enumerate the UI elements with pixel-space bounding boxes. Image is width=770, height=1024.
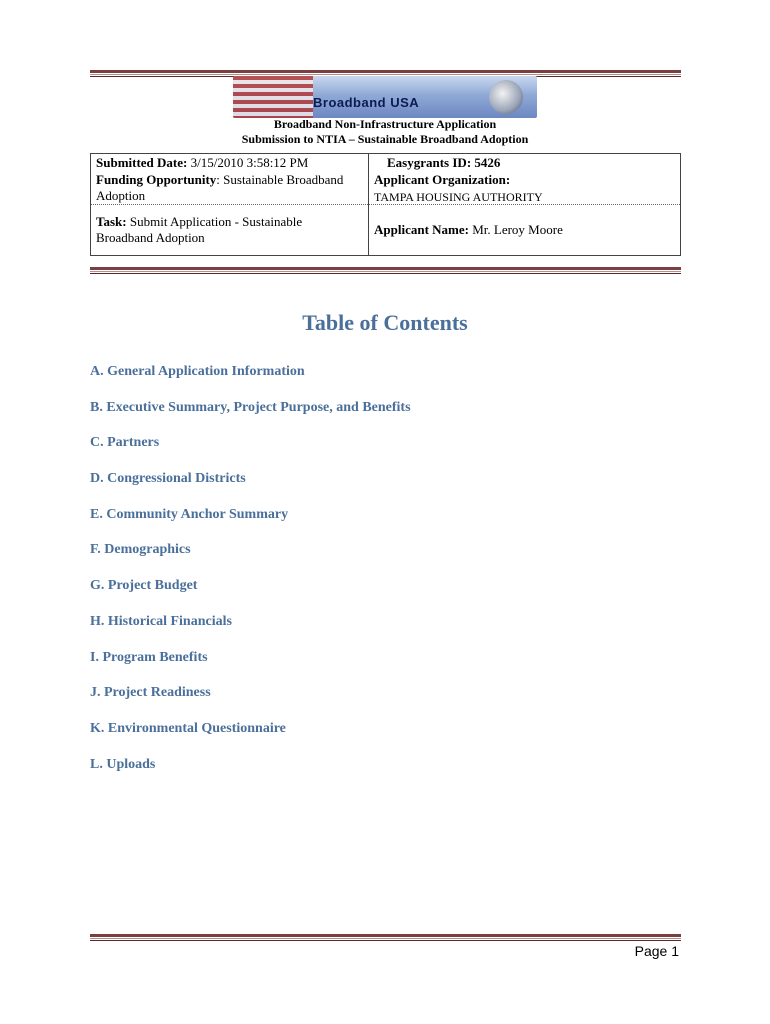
toc-title: Table of Contents: [302, 310, 468, 335]
toc-item-h[interactable]: H. Historical Financials: [90, 613, 232, 629]
toc-item-e[interactable]: E. Community Anchor Summary: [90, 506, 289, 522]
submitted-date: Submitted Date: 3/15/2010 3:58:12 PM: [96, 155, 309, 170]
task: Task: Submit Application - Sustainable Broadband Adoption: [96, 214, 303, 245]
logo-text: Broadband USA: [313, 95, 420, 110]
toc-item-f[interactable]: F. Demographics: [90, 542, 191, 558]
toc-list: [90, 362, 411, 790]
toc-item-j[interactable]: J. Project Readiness: [90, 685, 211, 701]
footer-rule: [90, 934, 681, 941]
toc-item-l[interactable]: L. Uploads: [90, 756, 156, 772]
toc-item-g[interactable]: G. Project Budget: [90, 578, 198, 594]
toc-item-b[interactable]: B. Executive Summary, Project Purpose, and Benefits: [90, 399, 411, 415]
subtitle-line2: Submission to NTIA – Sustainable Broadband Adoption: [241, 132, 529, 146]
toc-item-a[interactable]: A. General Application Information: [90, 364, 305, 379]
applicant-name: Applicant Name: Mr. Leroy Moore: [374, 222, 563, 237]
applicant-organization-value: TAMPA HOUSING AUTHORITY: [374, 190, 543, 204]
easygrants-id: Easygrants ID: 5426: [387, 155, 501, 170]
middle-rule: [90, 267, 681, 274]
toc-item-c[interactable]: C. Partners: [90, 435, 160, 451]
application-info-table: [90, 153, 681, 256]
broadband-usa-logo: [233, 76, 537, 118]
toc-item-d[interactable]: D. Congressional Districts: [90, 471, 246, 487]
toc-item-k[interactable]: K. Environmental Questionnaire: [90, 720, 286, 736]
funding-opportunity: Funding Opportunity: Sustainable Broadband Adoption: [96, 172, 344, 203]
toc-item-i[interactable]: I. Program Benefits: [90, 649, 208, 665]
page-number: Page 1: [634, 943, 679, 959]
subtitle-line1: Broadband Non-Infrastructure Application: [273, 117, 497, 131]
applicant-organization-label: Applicant Organization:: [374, 172, 511, 187]
globe-icon: [489, 80, 523, 114]
flag-graphic: [233, 76, 313, 118]
